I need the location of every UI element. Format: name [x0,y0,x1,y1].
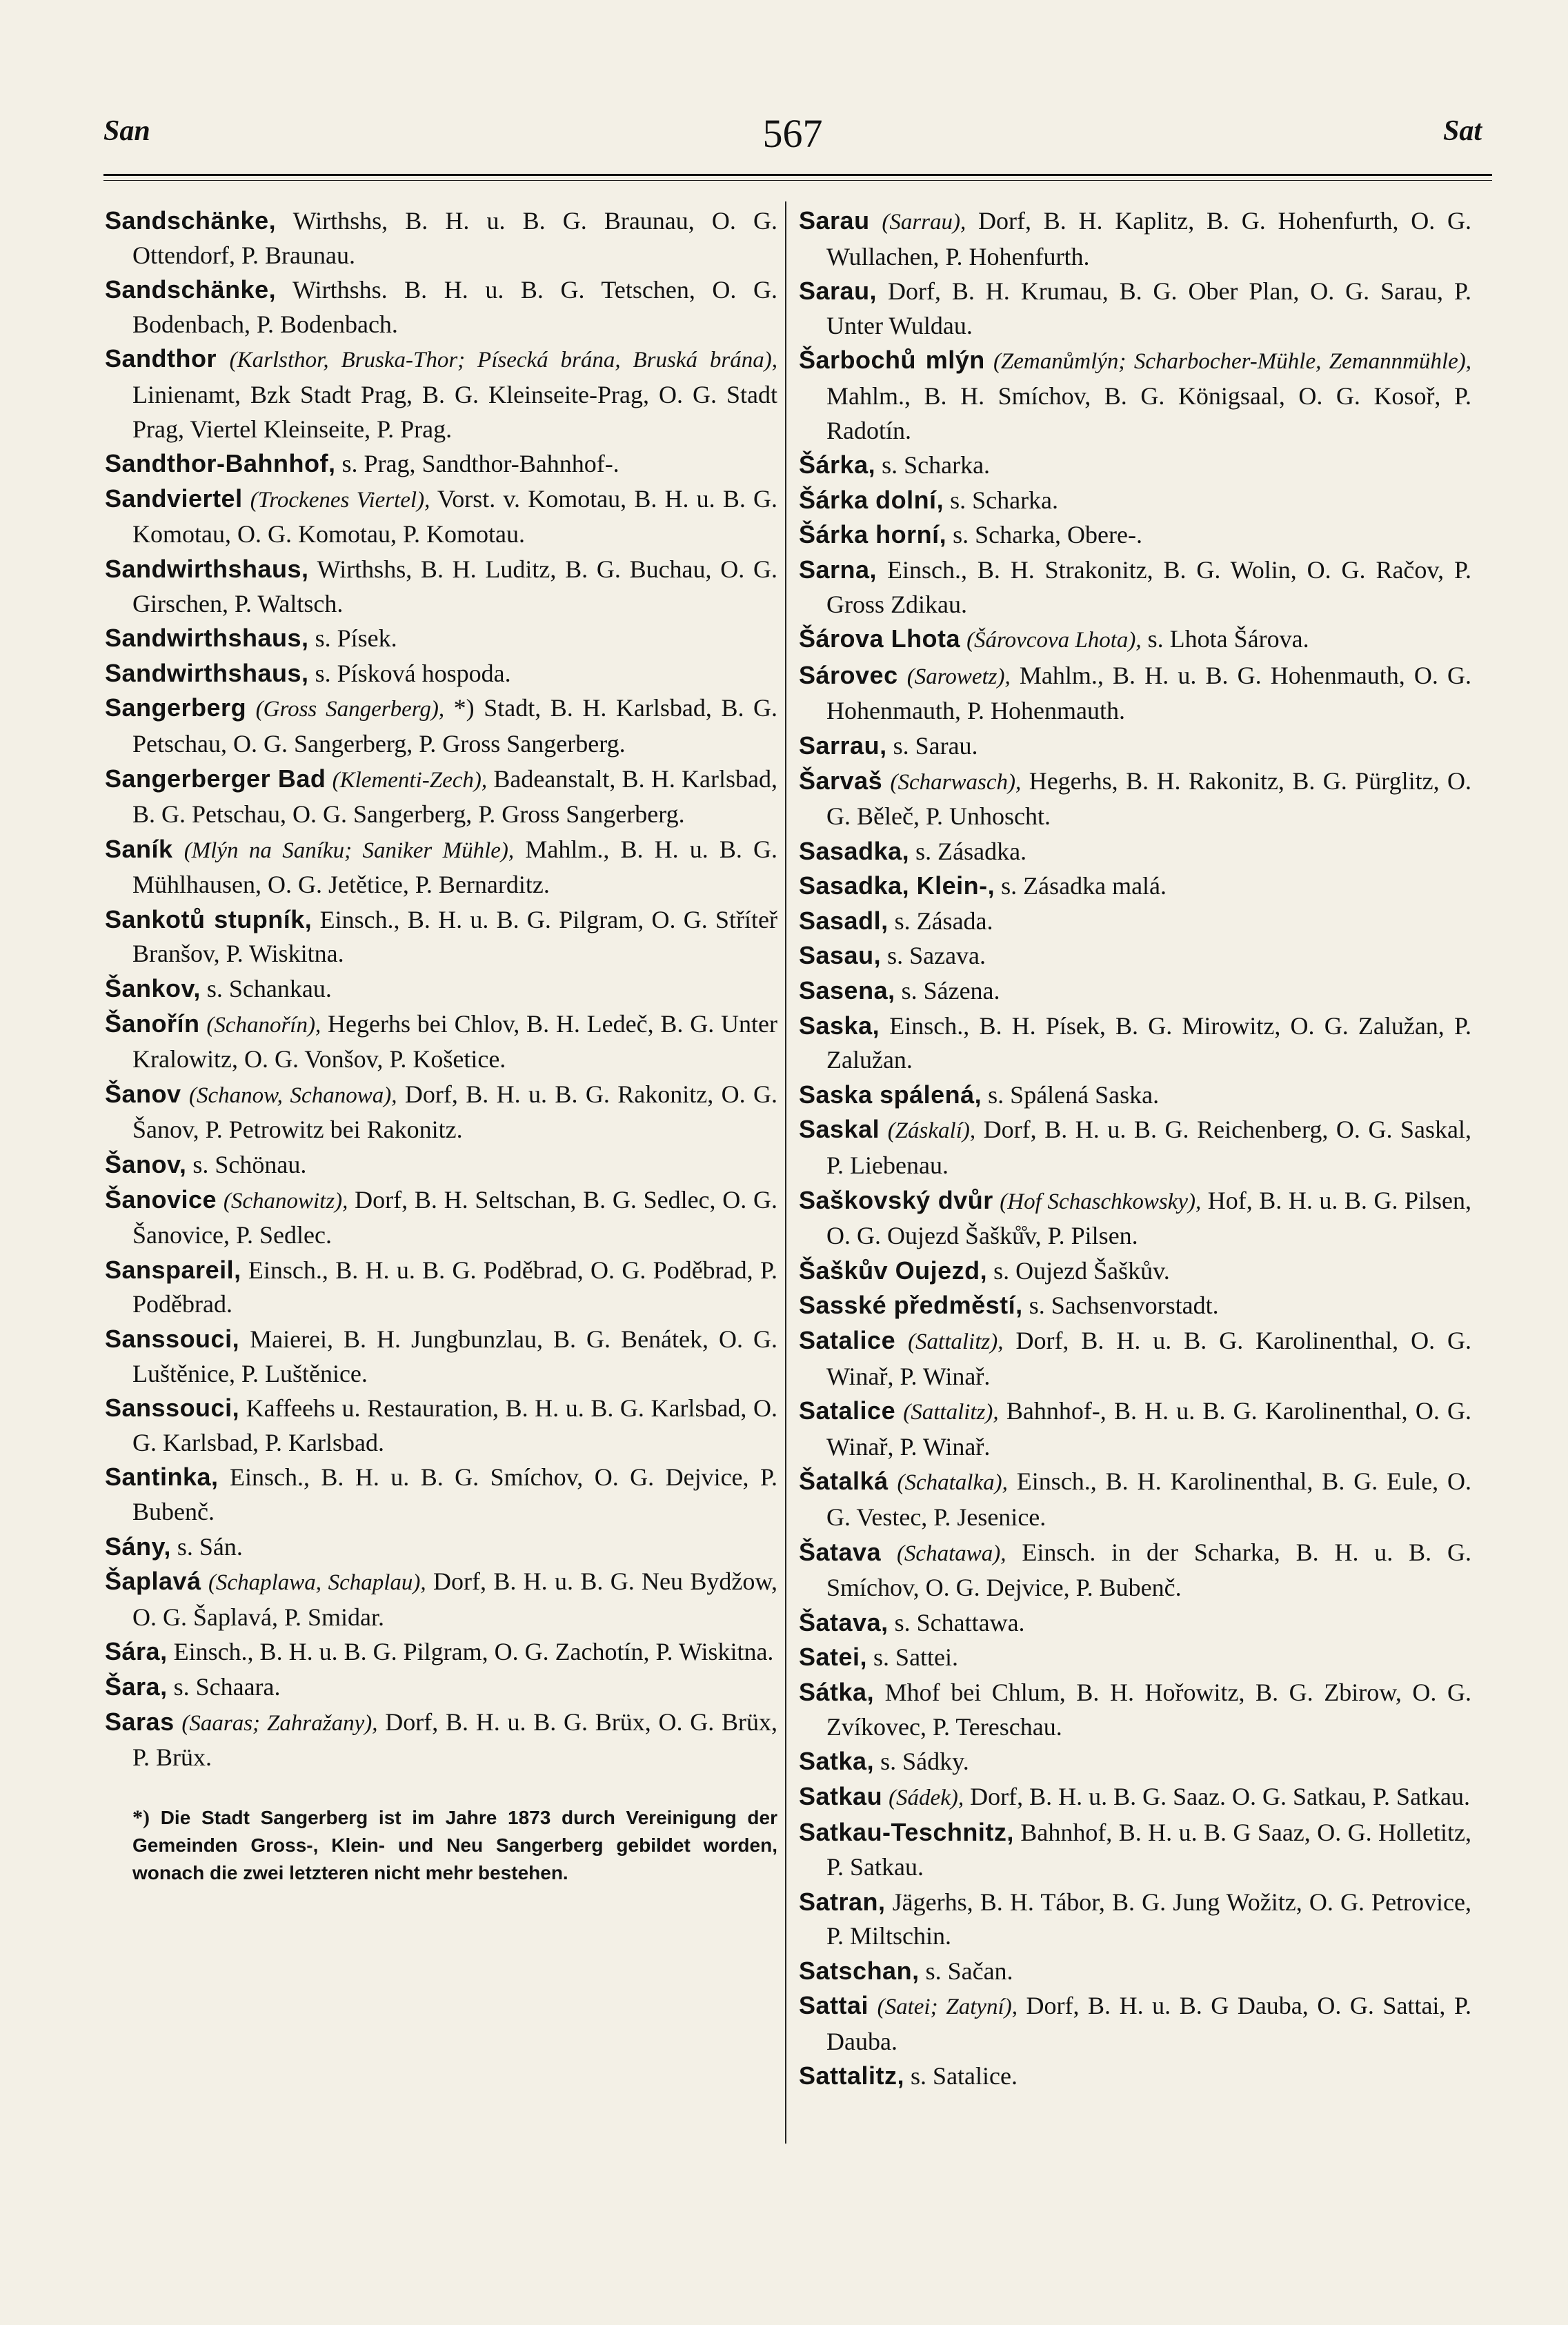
right-column [799,204,1471,2094]
entry-text: Dorf, B. H. u. B. G. Brüx, O. G. Brüx, P. Brüx. [132,1708,778,1772]
entry-headword: Sandwirthshaus, [105,624,309,653]
entry-headword: Sasadka, [799,836,910,865]
gazetteer-entry [105,1391,777,1460]
footnote [105,1804,777,1887]
entry-text: Einsch., B. H. Karolinenthal, B. G. Eule, O. G. Vestec, P. Jesenice. [826,1467,1471,1531]
entry-alternate-names: (Schatawa), [896,1541,1006,1566]
entry-alternate-names: (Klementi-Zech), [332,767,488,793]
gazetteer-entry [799,904,1471,939]
entry-headword: Satka, [799,1747,875,1776]
entry-alternate-names: (Karlsthor, Bruska-Thor; Písecká brána, Bruská brána), [229,348,777,373]
entry-alternate-names: (Schanořín), [206,1012,321,1038]
entry-headword: Sandthor [105,344,217,373]
entry-headword: Sandthor-Bahnhof, [105,449,336,478]
entry-headword: Sandwirthshaus, [105,658,309,687]
gazetteer-entry [799,517,1471,553]
gazetteer-entry [799,938,1471,973]
entry-headword: Sattai [799,1991,869,2020]
gazetteer-entry [105,1077,777,1147]
header-rule [103,174,1492,181]
entry-alternate-names: (Sattalitz), [903,1400,999,1425]
entry-alternate-names: (Sattalitz), [908,1329,1004,1354]
gazetteer-entry [799,1954,1471,1989]
entry-text: Maierei, B. H. Jungbunzlau, B. G. Benátek, O. G. Luštěnice, P. Luštěnice. [132,1325,778,1387]
entry-alternate-names: (Scharwasch), [890,769,1022,795]
left-column [105,204,777,1906]
entry-text: s. Scharka, Obere-. [953,521,1142,549]
entry-headword: Šatalká [799,1467,889,1496]
entry-headword: Sarau [799,206,870,235]
entry-headword: Šatava [799,1537,882,1566]
entry-headword: Šarbochů mlýn [799,346,985,375]
gazetteer-entry [799,973,1471,1009]
entry-text: s. Sačan. [925,1957,1013,1985]
entry-headword: Sasské předměstí, [799,1291,1023,1320]
entry-text: Mahlm., B. H. u. B. G. Mühlhausen, O. G. Jetětice, P. Bernarditz. [132,835,778,899]
entry-alternate-names: (Schanow, Schanowa), [188,1082,397,1108]
gazetteer-entry [799,1112,1471,1183]
entry-headword: Satschan, [799,1956,920,1985]
entry-text: s. Písková hospoda. [315,659,511,687]
entry-headword: Šankov, [105,974,201,1003]
entry-headword: Sandschänke, [105,275,277,304]
entry-headword: Šanov, [105,1150,187,1179]
entry-headword: Saník [105,834,173,863]
gazetteer-entry [799,1535,1471,1605]
entry-headword: Sandschänke, [105,206,277,235]
gazetteer-entry [799,729,1471,764]
entry-headword: Sárovec [799,660,898,689]
entry-text: *) Stadt, B. H. Karlsbad, B. G. Petschau, O. G. Sangerberg, P. Gross Sangerberg. [132,694,778,758]
gazetteer-entry [799,1640,1471,1675]
entry-text: Dorf, B. H. u. B. G. Karolinenthal, O. G. Winař, P. Winař. [826,1327,1472,1390]
gazetteer-entry [105,621,777,656]
entry-alternate-names: (Šárovcova Lhota), [966,628,1142,653]
gazetteer-entry [105,1530,777,1565]
gazetteer-entry [105,832,777,902]
entry-headword: Šaškův Oujezd, [799,1256,988,1285]
entry-headword: Šárka, [799,451,876,479]
gazetteer-entry [799,1078,1471,1113]
gazetteer-entry [105,971,777,1007]
entry-headword: Satkau [799,1781,883,1810]
gazetteer-entry [799,1779,1471,1816]
entry-headword: Šárka horní, [799,520,947,549]
gazetteer-entry [799,343,1471,448]
gazetteer-entry [105,446,777,482]
entry-alternate-names: (Hof Schaschkowsky), [1000,1189,1202,1214]
entry-headword: Sattalitz, [799,2061,905,2090]
gazetteer-entry [799,834,1471,869]
entry-text: Mahlm., B. H. u. B. G. Hohenmauth, O. G. Hohenmauth, P. Hohenmauth. [826,661,1471,725]
gazetteer-entry [105,1460,777,1529]
entry-headword: Šara, [105,1672,168,1701]
entry-headword: Sasadka, Klein-, [799,871,995,900]
entry-headword: Sarna, [799,555,877,584]
entry-alternate-names: (Sádek), [889,1785,964,1810]
entry-text: s. Sattei. [873,1643,959,1672]
entry-text: Bahnhof, B. H. u. B. G Saaz, O. G. Holletitz, P. Satkau. [826,1819,1471,1881]
gazetteer-entry [799,1815,1471,1884]
entry-headword: Sarrau, [799,731,887,760]
entry-text: s. Zásadka malá. [1001,872,1167,900]
gazetteer-entry [105,1705,777,1775]
entry-alternate-names: (Satei; Zatyní), [877,1995,1018,2020]
entry-alternate-names: (Záskalí), [887,1118,976,1144]
entry-headword: Sanssouci, [105,1325,240,1353]
gazetteer-entry [799,1009,1471,1078]
entry-text: Badeanstalt, B. H. Karlsbad, B. G. Petschau, O. G. Sangerberg, P. Gross Sangerberg. [132,764,778,829]
entry-text: Einsch. in der Scharka, B. H. u. B. G. Smíchov, O. G. Dejvice, P. Bubenč. [826,1538,1471,1602]
gazetteer-entry [799,274,1471,343]
entry-text: s. Schattawa. [894,1608,1025,1636]
entry-text: Dorf, B. H. u. B. G. Neu Bydžow, O. G. Šaplavá, P. Smidar. [132,1567,778,1631]
entry-headword: Satalice [799,1326,896,1354]
entry-text: Dorf, B. H. u. B. G Dauba, O. G. Sattai, P. Dauba. [826,1992,1472,2055]
gazetteer-entry [105,1147,777,1183]
gazetteer-entry [105,482,777,552]
entry-headword: Šanov [105,1079,181,1108]
entry-headword: Šarvaš [799,766,883,795]
entry-headword: Saskal [799,1115,880,1144]
gazetteer-entry [105,691,777,761]
entry-headword: Satran, [799,1887,886,1916]
entry-alternate-names: (Sarowetz), [906,664,1011,689]
entry-headword: Šanovice [105,1185,217,1214]
footnote-mark: *) [132,1805,150,1829]
entry-headword: Šárka dolní, [799,485,944,514]
gazetteer-entry [105,1564,777,1634]
entry-headword: Sasadl, [799,906,889,935]
entry-text: Dorf, B. H. u. B. G. Saaz. O. G. Satkau, P. Satkau. [970,1782,1471,1810]
entry-alternate-names: (Saaras; Zahražany), [181,1710,378,1736]
gazetteer-entry [799,1744,1471,1779]
gazetteer-entry [105,762,777,832]
gazetteer-entry [105,552,777,621]
entry-text: s. Prag, Sandthor-Bahnhof-. [341,450,619,478]
entry-headword: Satkau-Teschnitz, [799,1818,1014,1847]
gazetteer-entry [799,1183,1471,1254]
gazetteer-entry [105,1670,777,1705]
entry-text: Hegerhs bei Chlov, B. H. Ledeč, B. G. Unter Kralowitz, O. G. Vonšov, P. Košetice. [132,1009,778,1074]
gazetteer-entry [799,1988,1471,2059]
entry-headword: Šaplavá [105,1567,201,1596]
entry-headword: Satalice [799,1396,896,1425]
gazetteer-entry [799,1323,1471,1394]
gazetteer-entry [799,622,1471,658]
gazetteer-entry [105,1007,777,1077]
entry-text: Einsch., B. H. u. B. G. Poděbrad, O. G. Poděbrad, P. Poděbrad. [132,1256,777,1318]
entry-alternate-names: (Schaplawa, Schaplau), [208,1570,426,1596]
entry-headword: Sandwirthshaus, [105,554,309,583]
gazetteer-entry [105,273,777,342]
entry-text: Hegerhs, B. H. Rakonitz, B. G. Pürglitz, O. G. Běleč, P. Unhoscht. [826,766,1472,831]
gazetteer-entry [799,1605,1471,1641]
entry-text: s. Sazava. [887,942,986,970]
gazetteer-entry [105,656,777,691]
gazetteer-entry [799,1288,1471,1323]
entry-text: s. Sán. [177,1532,243,1561]
entry-text: Linienamt, Bzk Stadt Prag, B. G. Kleinseite-Prag, O. G. Stadt Prag, Viertel Kleinseite, P. Prag. [132,380,777,443]
entry-text: s. Schönau. [192,1151,307,1179]
entry-text: s. Schaara. [173,1672,281,1701]
entry-headword: Saska, [799,1011,880,1040]
gazetteer-entry [105,1322,777,1391]
entry-headword: Sára, [105,1637,168,1666]
entry-text: s. Scharka. [882,451,991,479]
gazetteer-entry [799,553,1471,622]
gazetteer-entry [105,1634,777,1670]
gazetteer-entry [799,1394,1471,1464]
entry-text: Vorst. v. Komotau, B. H. u. B. G. Komotau, O. G. Komotau, P. Komotau. [132,484,777,548]
gazetteer-entry [799,2059,1471,2094]
entry-headword: Satei, [799,1643,868,1672]
gazetteer-entry [105,342,777,446]
entry-text: s. Zásada. [894,907,993,935]
entry-text: s. Sádky. [880,1748,969,1776]
entry-text: Dorf, B. H. u. B. G. Reichenberg, O. G. Saskal, P. Liebenau. [826,1116,1472,1180]
entry-text: Einsch., B. H. Písek, B. G. Mirowitz, O. G. Zalužan, P. Zalužan. [826,1011,1472,1074]
entry-text: Einsch., B. H. Strakonitz, B. G. Wolin, O. G. Račov, P. Gross Zdikau. [826,555,1471,618]
entry-headword: Sátka, [799,1677,875,1706]
entry-headword: Sangerberger Bad [105,764,326,793]
entry-text: Dorf, B. H. Kaplitz, B. G. Hohenfurth, O. G. Wullachen, P. Hohenfurth. [826,207,1472,270]
running-head-left: San [103,115,150,147]
entry-headword: Sanspareil, [105,1255,241,1284]
gazetteer-entry [105,1253,777,1322]
entry-headword: Saškovský dvůr [799,1185,993,1214]
entry-headword: Saras [105,1707,175,1736]
entry-text: Dorf, B. H. u. B. G. Rakonitz, O. G. Šanov, P. Petrowitz bei Rakonitz. [132,1080,778,1144]
entry-headword: Sandviertel [105,484,243,513]
entry-text: Mahlm., B. H. Smíchov, B. G. Königsaal, O. G. Kosoř, P. Radotín. [826,382,1471,444]
entry-headword: Santinka, [105,1463,219,1492]
entry-alternate-names: (Mlýn na Saníku; Saniker Mühle), [183,838,515,863]
entry-text: s. Sázena. [901,977,1000,1005]
gazetteer-entry [799,869,1471,904]
entry-headword: Sány, [105,1532,171,1561]
entry-headword: Sasau, [799,941,882,970]
gazetteer-entry [105,204,777,273]
entry-headword: Šatava, [799,1607,889,1636]
gazetteer-entry [799,1675,1471,1744]
entry-text: Mhof bei Chlum, B. H. Hořowitz, B. G. Zbirow, O. G. Zvíkovec, P. Tereschau. [826,1678,1471,1741]
entry-headword: Sanssouci, [105,1394,240,1423]
entry-headword: Šanořín [105,1009,200,1038]
entry-text: Dorf, B. H. Seltschan, B. G. Sedlec, O. G. Šanovice, P. Sedlec. [132,1185,778,1249]
page-number: 567 [762,111,823,156]
entry-text: Einsch., B. H. u. B. G. Smíchov, O. G. Dejvice, P. Bubenč. [132,1463,777,1525]
entry-text: s. Sachsenvorstadt. [1029,1292,1219,1320]
entry-text: Wirthshs, B. H. u. B. G. Braunau, O. G. Ottendorf, P. Braunau. [132,207,777,269]
entry-text: s. Scharka. [950,486,1059,514]
entry-headword: Sarau, [799,277,877,306]
gazetteer-entry [799,764,1471,834]
entry-headword: Sasena, [799,976,895,1005]
gazetteer-entry [799,658,1471,729]
column-divider [785,201,786,2144]
gazetteer-entry [799,448,1471,483]
entry-text: Dorf, B. H. Krumau, B. G. Ober Plan, O. G. Sarau, P. Unter Wuldau. [826,277,1472,339]
entry-text: Hof, B. H. u. B. G. Pilsen, O. G. Oujezd Šašků̊v, P. Pilsen. [826,1186,1472,1250]
entry-headword: Sangerberg [105,693,247,722]
entry-text: s. Písek. [315,624,397,653]
entry-text: s. Spálená Saska. [988,1080,1160,1109]
entry-alternate-names: (Schanowitz), [223,1188,348,1214]
gazetteer-entry [799,1254,1471,1289]
entry-text: Wirthshs. B. H. u. B. G. Tetschen, O. G. Bodenbach, P. Bodenbach. [132,276,777,338]
entry-alternate-names: (Sarrau), [882,210,966,235]
entry-text: Wirthshs, B. H. Luditz, B. G. Buchau, O. G. Girschen, P. Waltsch. [132,555,777,617]
running-head-right: Sat [1442,115,1482,147]
entry-text: s. Schankau. [206,975,332,1003]
gazetteer-entry [105,1183,777,1253]
entry-text: Jägerhs, B. H. Tábor, B. G. Jung Wožitz, O. G. Petrovice, P. Miltschin. [826,1888,1472,1950]
entry-headword: Sankotů stupník, [105,904,312,933]
gazetteer-entry [105,902,777,971]
entry-alternate-names: (Trockenes Viertel), [250,487,430,513]
entry-alternate-names: (Zemanůmlýn; Scharbocher-Mühle, Zemannmühle), [993,349,1471,375]
entry-text: Bahnhof-, B. H. u. B. G. Karolinenthal, O. G. Winař, P. Winař. [826,1397,1471,1461]
gazetteer-entry [799,204,1471,274]
entry-headword: Saska spálená, [799,1080,982,1109]
entry-text: s. Satalice. [911,2062,1018,2090]
gazetteer-entry [799,483,1471,518]
entry-text: s. Sarau. [893,731,978,760]
entry-text: s. Lhota Šárova. [1147,625,1309,653]
entry-text: Kaffeehs u. Restauration, B. H. u. B. G. Karlsbad, O. G. Karlsbad, P. Karlsbad. [132,1394,777,1456]
entry-text: s. Oujezd Šaškův. [993,1256,1170,1285]
entry-alternate-names: (Gross Sangerberg), [255,697,445,722]
entry-text: Einsch., B. H. u. B. G. Pilgram, O. G. Stříteř Branšov, P. Wiskitna. [132,905,777,968]
footnote-text: Die Stadt Sangerberg ist im Jahre 1873 durch Vereinigung der Gemeinden Gross-, Klein- und Neu Sangerberg gebildet worden, wonach die zwei letzteren nicht mehr bestehen. [132,1806,777,1883]
gazetteer-entry [799,1464,1471,1534]
gazetteer-entry [799,1885,1471,1954]
entry-alternate-names: (Schatalka), [897,1470,1008,1496]
running-head [103,110,1482,166]
entry-text: Einsch., B. H. u. B. G. Pilgram, O. G. Zachotín, P. Wiskitna. [173,1638,774,1666]
entry-headword: Šárova Lhota [799,624,961,653]
entry-text: s. Zásadka. [915,837,1027,865]
